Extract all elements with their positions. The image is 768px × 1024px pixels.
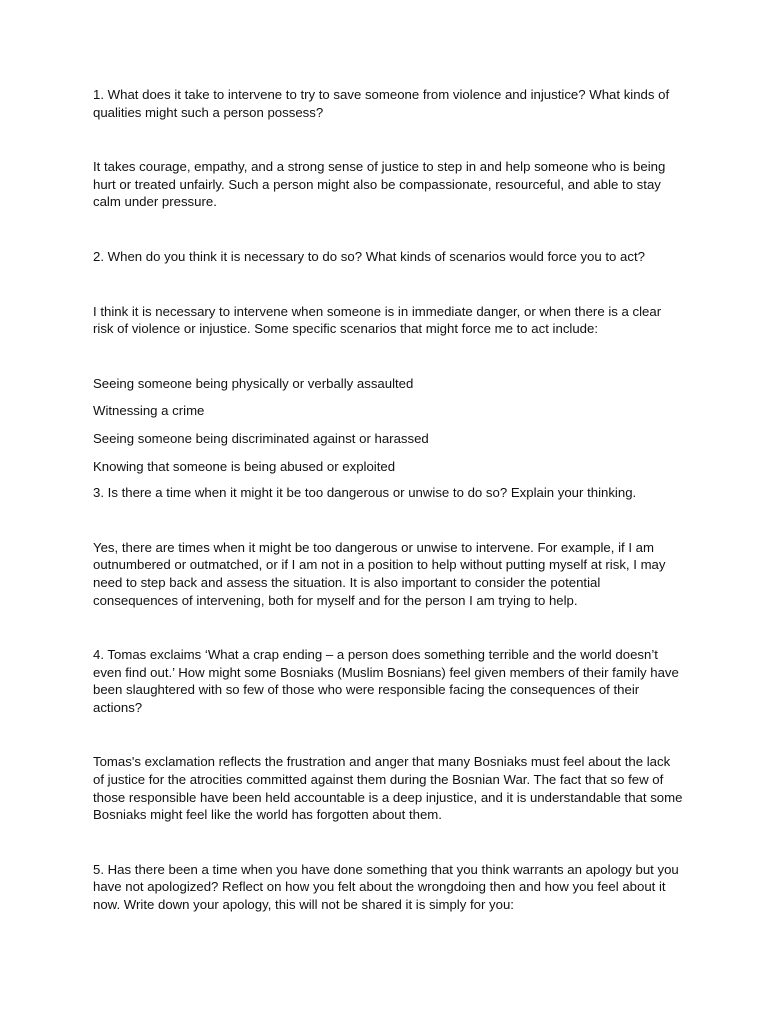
question-3: 3. Is there a time when it might it be too dangerous or unwise to do so? Explain your thinking.: [93, 485, 637, 501]
scenario-item: Seeing someone being physically or verbally assaulted: [93, 375, 414, 391]
answer-2: I think it is necessary to intervene when someone is in immediate danger, or when there is a clear risk of violence or injustice. Some specific scenarios that might force me to act include:: [93, 303, 662, 337]
scenario-item: Seeing someone being discriminated against or harassed: [93, 430, 429, 446]
scenario-item: Knowing that someone is being abused or exploited: [93, 458, 396, 474]
document-body: [93, 86, 683, 914]
question-1: 1. What does it take to intervene to try to save someone from violence and injustice? What kinds of qualities might such a person possess?: [93, 87, 670, 120]
answer-4: Tomas's exclamation reflects the frustration and anger that many Bosniaks must feel about the lack of justice for the atrocities committed against them during the Bosnian War. The fact that so few of those responsible have been held accountable is a deep injustice, and it is understandable that some Bosniaks might feel like the world has forgotten about them.: [93, 754, 683, 823]
scenario-item: Witnessing a crime: [93, 403, 205, 419]
question-4: 4. Tomas exclaims ‘What a crap ending – a person does something terrible and the world doesn’t even find out.’ How might some Bosniaks (Muslim Bosnians) feel given members of their family have been slaughtered with so few of those who were responsible facing the consequences of their actions?: [93, 647, 679, 715]
question-2: 2. When do you think it is necessary to do so? What kinds of scenarios would force you to act?: [93, 248, 645, 264]
answer-3: Yes, there are times when it might be too dangerous or unwise to intervene. For example, if I am outnumbered or outmatched, or if I am not in a position to help without putting myself at risk, I may need to step back and assess the situation. It is also important to consider the potential consequences of intervening, both for myself and for the person I am trying to help.: [93, 539, 666, 608]
question-5: 5. Has there been a time when you have done something that you think warrants an apology but you have not apologized? Reflect on how you felt about the wrongdoing then and how you feel about it now. Write down your apology, this will not be shared it is simply for you:: [93, 861, 679, 913]
answer-1: It takes courage, empathy, and a strong sense of justice to step in and help someone who is being hurt or treated unfairly. Such a person might also be compassionate, resourceful, and able to stay calm under pressure.: [93, 159, 666, 210]
